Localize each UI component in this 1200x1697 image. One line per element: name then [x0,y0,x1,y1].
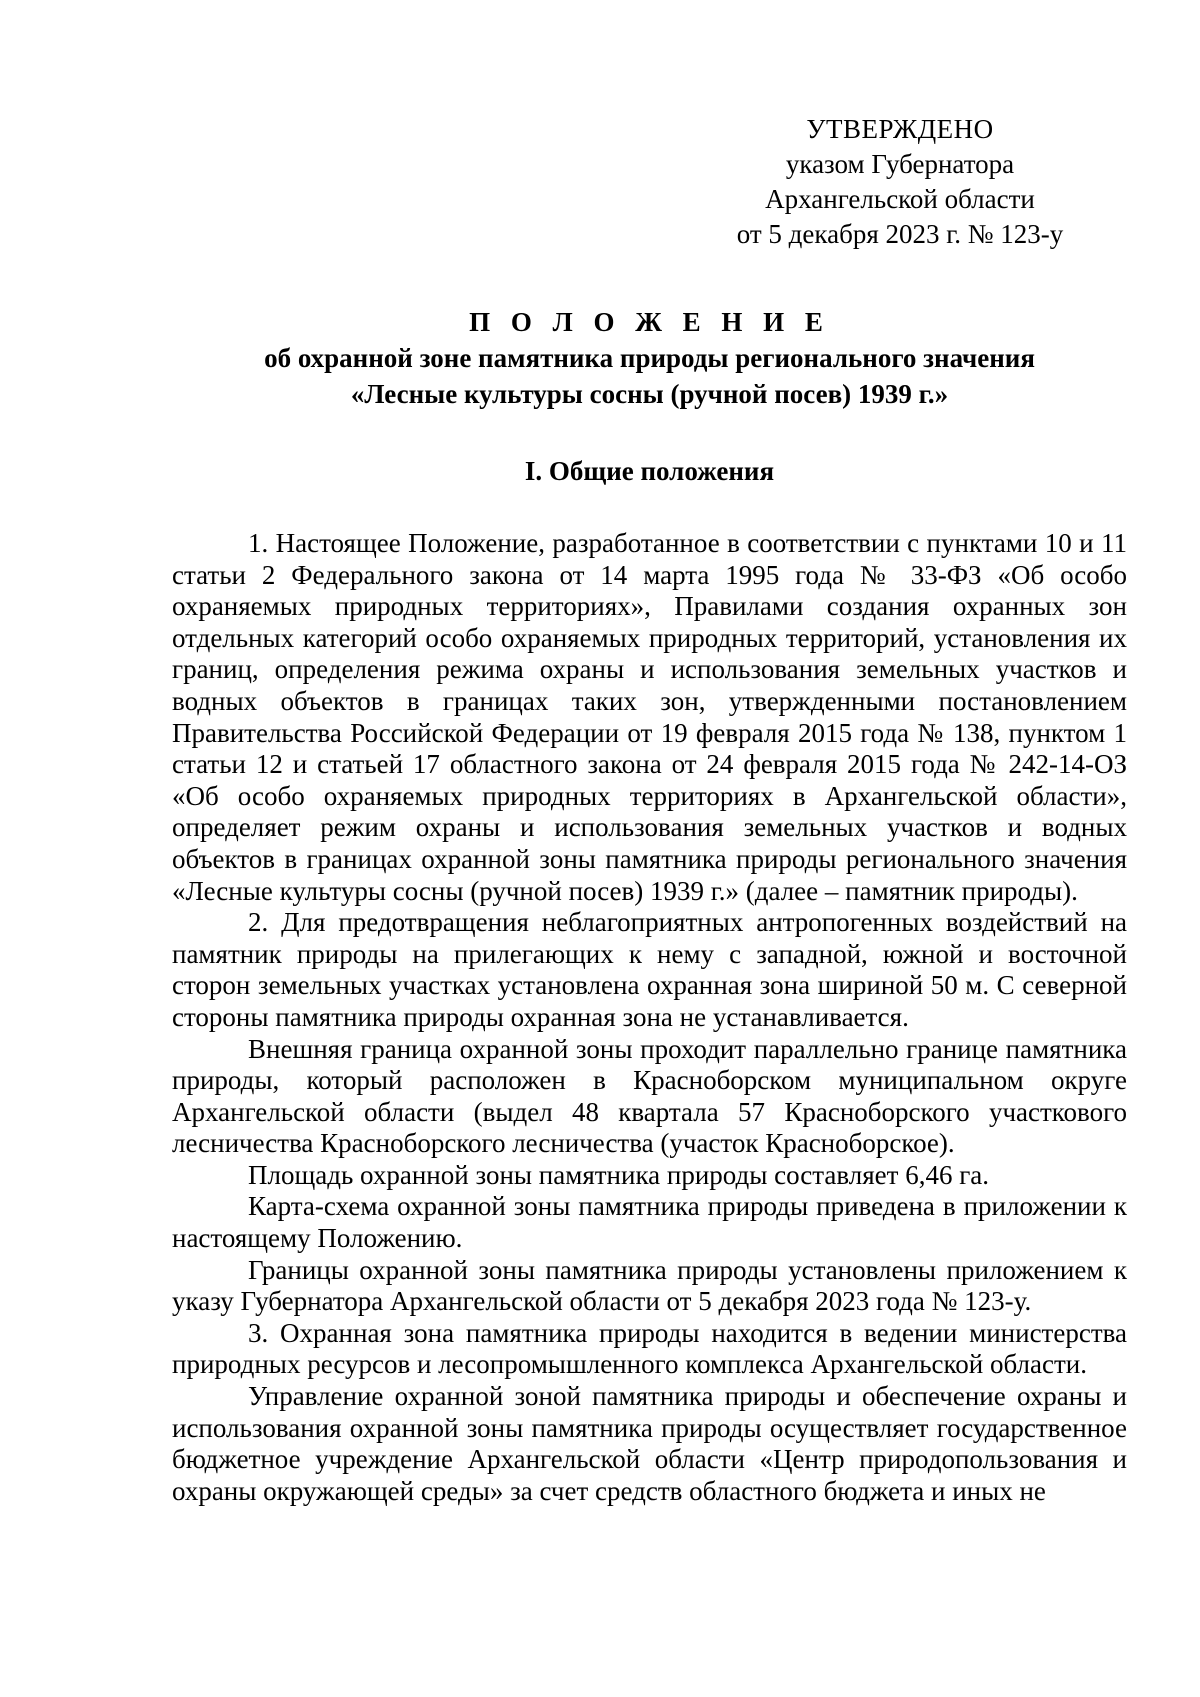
paragraph-4: Площадь охранной зоны памятника природы составляет 6,46 га. [248,1159,990,1190]
paragraph-2: 2. Для предотвращения неблагоприятных антропогенных воздействий на памятник природы на прилегающих к нему с западной, южной и восточной сторон земельных участках установлена охранная зона шириной 50 м. С северной стороны памятника природы охранная зона не устанавливается. [172,907,1127,1032]
paragraph-5: Карта-схема охранной зоны памятника природы приведена в приложении к настоящему Положению. [172,1191,1127,1254]
approval-heading: УТВЕРЖДЕНО [806,114,994,144]
document-title: П О Л О Ж Е Н И Е [469,307,830,337]
approval-stamp [700,112,1100,252]
document-subtitle-line-2: «Лесные культуры сосны (ручной посев) 1939 г.» [350,379,949,409]
section-heading: I. Общие положения [524,456,775,486]
approval-authority: указом Губернатора [785,149,1015,179]
document-body [172,528,1127,1507]
document-subtitle-line-1: об охранной зоне памятника природы регионального значения [264,343,1035,373]
paragraph-3: Внешняя граница охранной зоны проходит параллельно границе памятника природы, который расположен в Красноборском муниципальном округе Архангельской области (выдел 48 квартала 57 Красноборского участкового лесничества Красноборского лесничества (участок Красноборское). [172,1033,1127,1159]
paragraph-1: 1. Настоящее Положение, разработанное в соответствии с пунктами 10 и 11 статьи 2 Федерального закона от 14 марта 1995 года № 33-ФЗ «Об особо охраняемых природных территориях», Правилами создания охранных зон отдельных категорий особо охраняемых природных территорий, установления их границ, определения режима охраны и использования земельных участков и водных объектов в границах таких зон, утвержденными постановлением Правительства Российской Федерации от 19 февраля 2015 года № 138, пунктом 1 статьи 12 и статьей 17 областного закона от 24 февраля 2015 года № 242-14-ОЗ «Об особо охраняемых природных территориях в Архангельской области», определяет режим охраны и использования земельных участков и водных объектов в границах охранной зоны памятника природы регионального значения «Лесные культуры сосны (ручной посев) 1939 г.» (далее – памятник природы). [172,528,1127,906]
paragraph-8: Управление охранной зоной памятника природы и обеспечение охраны и использования охранной зоны памятника природы осуществляет государственное бюджетное учреждение Архангельской области «Центр природопользования и охраны окружающей среды» за счет средств областного бюджета и иных не [172,1381,1127,1506]
paragraph-7: 3. Охранная зона памятника природы находится в ведении министерства природных ресурсов и лесопромышленного комплекса Архангельской области. [172,1317,1127,1380]
approval-region: Архангельской области [765,184,1035,214]
paragraph-6: Границы охранной зоны памятника природы установлены приложением к указу Губернатора Архангельской области от 5 декабря 2023 года № 123-у. [172,1254,1127,1317]
document-title-block [172,304,1127,412]
approval-date: от 5 декабря 2023 г. № 123-у [736,219,1064,249]
